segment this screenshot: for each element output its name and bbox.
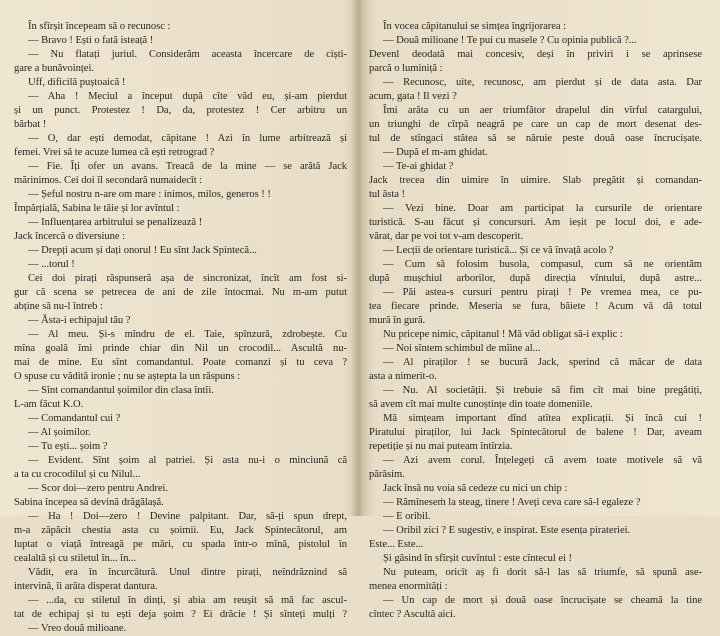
text-line: — Scor doi—zero pentru Andrei. [28, 483, 169, 494]
text-line: asta a nimerit-o. [369, 371, 437, 382]
text-line: Uff, dificilă puștoaică ! [28, 77, 126, 88]
text-line: menea enormități : [369, 581, 448, 592]
text-line: — Vezi bine. Doar am participat la cursurile de orientare [383, 203, 702, 214]
text-line: Nu pricepe nimic, căpitanul ! Mă văd obligat să-i explic : [383, 329, 623, 340]
text-line: — Drepți acum și dați onorul ! Eu sînt Jack Spintecă... [28, 245, 257, 256]
text-line: Sabina începea să devină drăgălașă. [14, 497, 164, 508]
text-line: — Două milioane ! Te pui cu masele ? Cu opinia publică ?... [383, 35, 637, 46]
text-line: parcă o luminiță : [369, 63, 443, 74]
text-line: Piratului piraților, lui Jack Spintecătorul de balene ! Dar, aveam [369, 427, 702, 438]
text-line: intervină, îi arăta disperat dantura. [14, 581, 158, 592]
text-line: Mă simțeam important dînd atîtea explicații. Și încă cui ! [383, 413, 702, 424]
text-line: mîna goală îmi prinde chiar din Nil un crocodil... Ascultă nu- [14, 343, 347, 354]
text-line: — Azi avem corul. Înțelegeți că avem toate motivele să vă [383, 455, 702, 466]
text-line: Și găsind în sfîrșit cuvîntul : este cîntecul ei ! [383, 553, 573, 564]
text-line: tea fiecare prinde. Meseria se fura, băiete ! Acum vă dă totul [369, 301, 702, 312]
text-line: — Șeful nostru n-are om mare : inimos, milos, generos ! ! [28, 189, 271, 200]
text-line: bărbat ! [14, 119, 47, 130]
text-line: Jack încercă o diversiune : [14, 231, 126, 242]
text-line: — O, dar ești demodat, căpitane ! Azi în lume arbitrează și [28, 133, 347, 144]
text-line: O spuse cu vădită ironie ; nu se aștepta la un răspuns : [14, 371, 241, 382]
text-line: Îmi arăta cu un aer triumfător drapelul din vîrful catargului, [383, 105, 702, 116]
text-line: Cei doi pirați răspunseră așa de sincronizat, încît am fost si- [28, 273, 347, 284]
text-line: — Vreo două milioane. [28, 623, 127, 634]
text-line: — Ha ! Doi—zero ! Devine palpitant. Dar, să-ți spun drept, [28, 511, 347, 522]
text-line: — Noi sîntem schimbul de mîine al... [383, 343, 541, 354]
text-line: după mușchiul arborilor, după direcția vîntului, după astre... [369, 273, 702, 284]
text-line: acum, gata ! Il vezi ? [369, 91, 457, 102]
text-line: — Al meu. Și-s mîndru de el. Taie, spînzură, zdrobește. Cu [28, 329, 347, 340]
text-line: mai de mine. Eu sînt comandantul. Poate comanzi și tu ceva ? [14, 357, 347, 368]
text-line: luptat o viață întreagă pe mări, cu spada într-o mînă, pistolul în [14, 539, 347, 550]
text-line: Jack însă nu voia să cedeze cu nici un chip : [383, 483, 568, 494]
text-line: abține să nu-l întreb : [14, 301, 103, 312]
text-line: — Evident. Sînt șoim al patriei. Și asta nu-i o minciună că [28, 455, 347, 466]
text-line: tul ăsta ! [369, 189, 405, 200]
text-line: femei. Vrei să te acuze lumea că ești retrograd ? [14, 147, 215, 158]
text-line: — După el m-am ghidat. [383, 147, 488, 158]
text-line: — Ăsta-i echipajul tău ? [28, 315, 131, 326]
text-line: — Rămîneseṁ la steag, tinere ! Aveți ceva care să-l egaleze ? [383, 497, 641, 508]
text-line: părăsim. [369, 469, 405, 480]
text-line: Devenl deodată mai concesiv, deși în priviri i se aprinsese [369, 49, 702, 60]
text-line: Vădit, era în încurcătură. Unul dintre pirați, neîndrăznind să [28, 567, 347, 578]
text-line: și un punct. Protestez ! Da, da, protestez ! Cer arbitru un [14, 105, 347, 116]
text-line: repetiție și nu mai puteam întîrzia. [369, 441, 513, 452]
text-line: mură în gură. [369, 315, 426, 326]
text-line: L-am făcut K.O. [14, 399, 84, 410]
text-line: — Cum să folosim busola, compasul, cum să ne orientăm [383, 259, 702, 270]
text-line: — Un cap de mort și două oase încrucișate se cheamă la tine [383, 595, 702, 606]
text-line: Jack trecea din uimire în uimire. Slab pregătit și comandan- [369, 175, 702, 186]
text-line: În vocea căpitanului se simțea îngrijorarea : [383, 21, 567, 32]
text-line: — Al piraților ! se bucură Jack, sperind că măcar de data [383, 357, 702, 368]
text-line: — Bravo ! Ești o fată isteață ! [28, 35, 154, 46]
text-line: — E oribil. [383, 511, 431, 522]
text-line: Nu puteam, oricît aș fi dorit să-l las să triumfe, să spună ase- [383, 567, 702, 578]
text-line: gare a bunăvoinței. [14, 63, 94, 74]
text-line: cealaltă și cu stiletul în... în... [14, 553, 137, 564]
text-line: — Nu. Al societății. Și trebuie să fim cît mai bine pregătiți, [383, 385, 702, 396]
text-line: — Comandantul cui ? [28, 413, 121, 424]
text-line: cîntec ? Ascultă aici. [369, 609, 456, 620]
text-line: — Nu flatați juriul. Considerăm aceasta încercare de ciști- [28, 49, 347, 60]
text-line: tul de stîngaci stătea să se năruie peste două oase încrucișate. [369, 133, 702, 144]
text-line: turistică. S-au făcut și concursuri. Am ieșit pe locul doi, e ade- [369, 217, 702, 228]
text-line: — Tu ești... șoim ? [28, 441, 108, 452]
text-line: — Oribil zici ? E sugestiv, e inspirat. Este esența pirateriei. [383, 525, 631, 536]
text-line: să avem cît mai multe cunoștințe din toate domeniile. [369, 399, 593, 410]
text-line: mărinimos. Cei doi îl secondară numaidecît : [14, 175, 203, 186]
text-line: vărat, dar pe voi tot v-am descoperit. [369, 231, 524, 242]
text-line: m-a zăpăcit chestia asta cu șoimii. Eu, Jack Spintecătorul, am [14, 525, 347, 536]
text-line: — ...torul ! [28, 259, 75, 270]
text-line: — Al șoimilor. [28, 427, 91, 438]
right-page [369, 20, 702, 620]
text-line: a ta cu crocodilul și cu Nilul... [14, 469, 141, 480]
text-line: tat de echipaj și tu ești deja șoim ? Ei drăcie ! Și sînteți mulți ? [14, 609, 347, 620]
text-line: Este... Este... [369, 539, 424, 550]
text-line: — Păi astea-s cursuri pentru pirați ! Pe vremea mea, ce pu- [383, 287, 702, 298]
text-line: — Te-ai ghidat ? [383, 161, 454, 172]
text-line: — Sînt comandantul șoimilor din clasa întîi. [28, 385, 214, 396]
text-line: gur că scena se petrecea de ani de zile întocmai. Nu m-am putut [14, 287, 347, 298]
text-line: În sfîrșit începeam să o recunosc : [28, 21, 171, 32]
text-line: Împărțială, Sabina le tăie și lor avîntul : [14, 203, 180, 214]
text-line: — Recunosc, uite, recunosc, am pierdut și de data asta. Dar [383, 77, 702, 88]
text-line: — Aha ! Meciul a început după cîte văd eu, și-am pierdut [28, 91, 347, 102]
text-line: un triunghi de cîrpă neagră pe care un cap de mort desenat des- [369, 119, 702, 130]
left-page [14, 20, 347, 634]
book-gutter [352, 0, 364, 516]
text-line: — Fie. Îți ofer un avans. Treacă de la mine — se arătă Jack [28, 161, 347, 172]
text-line: — Lecții de orientare turistică... Și ce vă învață acolo ? [383, 245, 614, 256]
text-line: — ...da, cu stiletul în dinți, și abia am reușit să mă fac ascul- [28, 595, 347, 606]
text-line: — Influențarea arbitrului se penalizează ! [28, 217, 203, 228]
